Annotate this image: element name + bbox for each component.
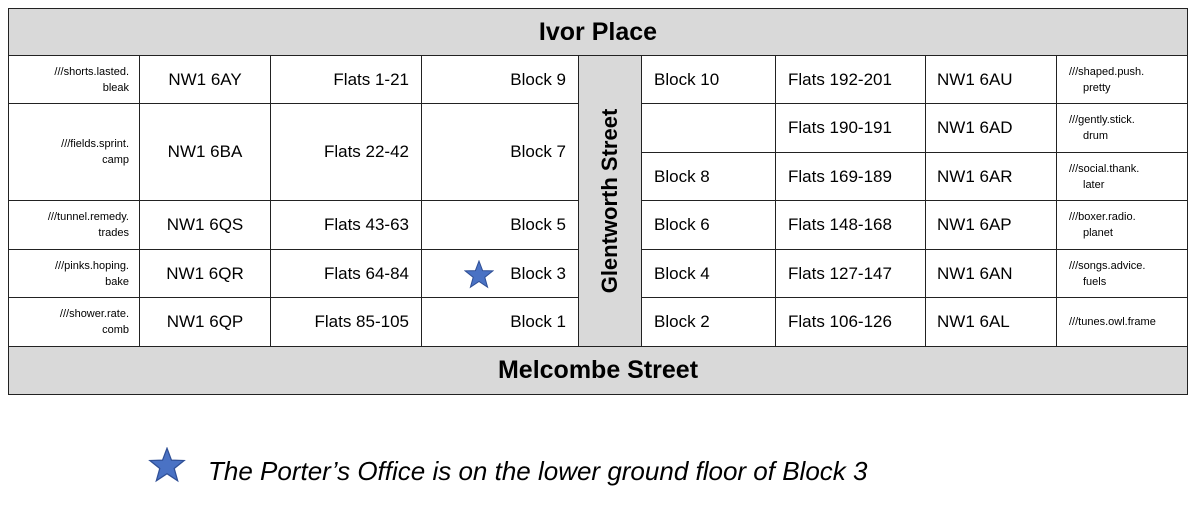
left-postcode-cell [139, 103, 271, 201]
left-flats-cell [270, 103, 422, 201]
postcode: NW1 6QS [166, 215, 244, 234]
w3w-line: camp [102, 154, 129, 166]
right-flats-cell [775, 297, 926, 347]
flats-range: Flats 1-21 [333, 69, 409, 89]
right-block-cell [641, 200, 776, 250]
flats-range: Flats 64-84 [323, 263, 409, 283]
block-label: Block 3 [510, 263, 566, 283]
w3w-line: ///fields.sprint. [61, 138, 129, 150]
w3w-line: ///tunes.owl.frame [1069, 316, 1156, 328]
left-block-cell [421, 297, 579, 347]
right-w3w-cell [1056, 200, 1188, 250]
postcode: NW1 6QR [166, 263, 244, 283]
w3w-line: planet [1083, 227, 1113, 239]
right-flats-cell [775, 55, 926, 104]
w3w-line: ///songs.advice. [1069, 259, 1146, 272]
left-flats-cell [270, 200, 422, 250]
postcode: NW1 6AL [937, 312, 1010, 331]
right-block-cell [641, 152, 776, 201]
w3w-line: bake [105, 275, 129, 288]
left-block-cell [421, 200, 579, 250]
block-label: Block 2 [654, 312, 710, 331]
flats-range: Flats 148-168 [788, 215, 892, 234]
right-block-cell [641, 55, 776, 104]
right-block-cell [641, 249, 776, 298]
right-w3w-cell [1056, 297, 1188, 347]
postcode: NW1 6AR [937, 166, 1013, 186]
street-melcombe [8, 346, 1188, 395]
street-ivor-place [8, 8, 1188, 56]
flats-range: Flats 22-42 [323, 142, 409, 161]
postcode: NW1 6AD [937, 118, 1013, 137]
flats-range: Flats 106-126 [788, 312, 892, 331]
w3w-line: ///boxer.radio. [1069, 211, 1136, 223]
right-w3w-cell [1056, 152, 1188, 201]
block-label: Block 7 [510, 142, 566, 161]
street-ivor-place-label: Ivor Place [538, 17, 658, 46]
right-flats-cell [775, 249, 926, 298]
block-label: Block 5 [510, 215, 566, 234]
w3w-line: ///social.thank. [1069, 162, 1140, 175]
postcode: NW1 6AP [937, 215, 1012, 234]
postcode: NW1 6AN [937, 263, 1013, 283]
w3w-line: ///gently.stick. [1069, 114, 1135, 126]
block-label: Block 4 [654, 263, 710, 283]
right-flats-cell [775, 103, 926, 153]
right-postcode-cell [925, 152, 1057, 201]
left-flats-cell [270, 55, 422, 104]
right-flats-cell [775, 152, 926, 201]
street-glentworth-label: Glentworth Street [597, 108, 622, 294]
left-w3w-cell [8, 55, 140, 104]
left-w3w-cell [8, 200, 140, 250]
right-postcode-cell [925, 55, 1057, 104]
flats-range: Flats 43-63 [323, 215, 409, 234]
right-postcode-cell [925, 200, 1057, 250]
flats-range: Flats 192-201 [788, 69, 892, 89]
left-postcode-cell [139, 249, 271, 298]
w3w-line: fuels [1083, 275, 1107, 288]
w3w-line: ///pinks.hoping. [55, 259, 129, 272]
postcode: NW1 6BA [167, 142, 243, 161]
flats-range: Flats 190-191 [788, 118, 892, 137]
right-postcode-cell [925, 297, 1057, 347]
left-flats-cell [270, 297, 422, 347]
star-icon [148, 447, 186, 483]
left-flats-cell [270, 249, 422, 298]
right-w3w-cell [1056, 103, 1188, 153]
w3w-line: ///shower.rate. [59, 308, 129, 320]
postcode: NW1 6QP [166, 312, 244, 331]
left-w3w-cell [8, 103, 140, 201]
w3w-line: trades [98, 227, 129, 239]
star-icon [464, 260, 494, 289]
legend-text: The Porter’s Office is on the lower ground floor of Block 3 [208, 456, 868, 486]
right-flats-cell [775, 200, 926, 250]
right-w3w-cell [1056, 249, 1188, 298]
street-glentworth [578, 55, 642, 347]
left-postcode-cell [139, 200, 271, 250]
block-label: Block 8 [654, 166, 710, 186]
w3w-line: drum [1083, 130, 1109, 142]
postcode: NW1 6AU [937, 69, 1013, 89]
w3w-line: ///tunnel.remedy. [47, 211, 129, 223]
right-block-cell [641, 297, 776, 347]
left-postcode-cell [139, 297, 271, 347]
left-block-cell [421, 249, 579, 298]
left-w3w-cell [8, 297, 140, 347]
w3w-line: bleak [102, 81, 129, 94]
block-label: Block 9 [510, 69, 566, 89]
right-postcode-cell [925, 249, 1057, 298]
left-block-cell [421, 55, 579, 104]
w3w-line: pretty [1083, 81, 1111, 94]
street-melcombe-label: Melcombe Street [497, 356, 699, 384]
left-block-cell [421, 103, 579, 201]
right-block-cell [641, 103, 776, 153]
w3w-line: ///shaped.push. [1069, 65, 1145, 78]
flats-range: Flats 85-105 [314, 312, 409, 331]
block-label: Block 10 [654, 69, 720, 89]
right-w3w-cell [1056, 55, 1188, 104]
flats-range: Flats 169-189 [788, 166, 892, 186]
left-postcode-cell [139, 55, 271, 104]
w3w-line: ///shorts.lasted. [54, 65, 129, 78]
right-postcode-cell [925, 103, 1057, 153]
postcode: NW1 6AY [168, 69, 242, 89]
block-label: Block 1 [510, 312, 566, 331]
flats-range: Flats 127-147 [788, 263, 892, 283]
block-label: Block 6 [654, 215, 710, 234]
left-w3w-cell [8, 249, 140, 298]
w3w-line: comb [102, 324, 129, 336]
w3w-line: later [1083, 178, 1105, 191]
